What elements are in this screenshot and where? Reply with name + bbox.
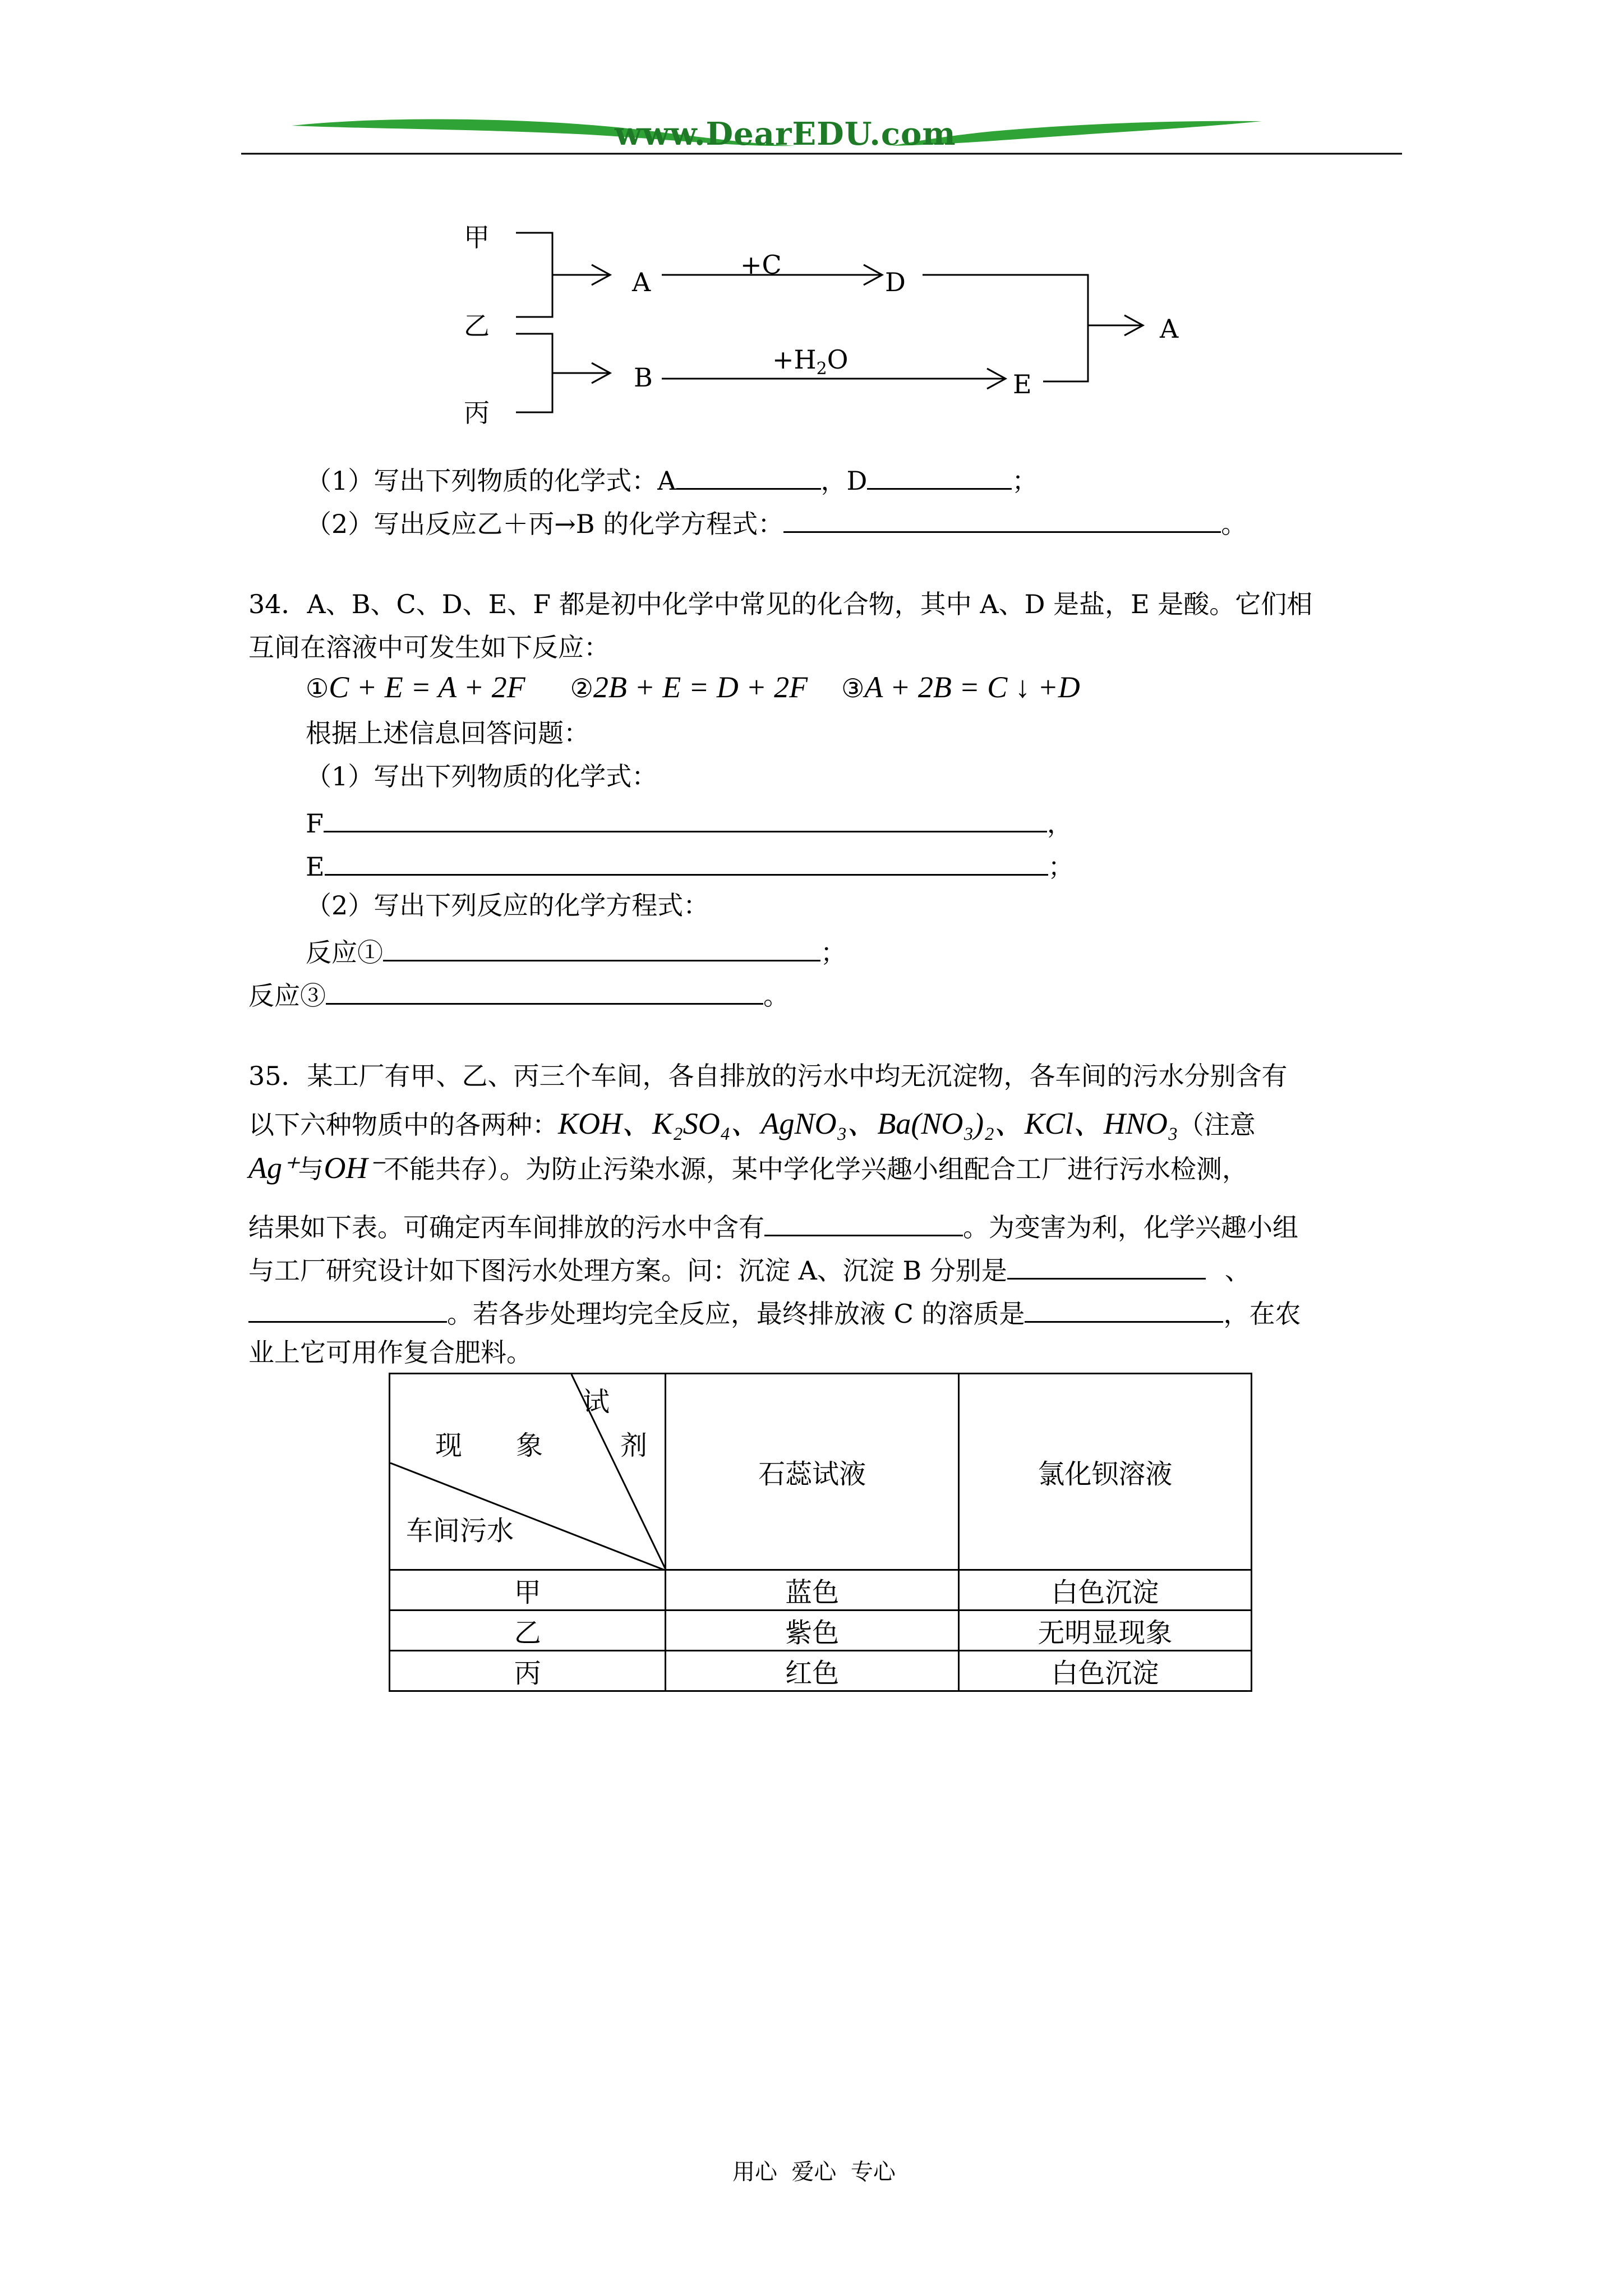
reaction-3-number: ③ bbox=[841, 673, 865, 703]
q34-intro-line2: 互间在溶液中可发生如下反应： bbox=[248, 632, 610, 662]
q34-sub1: （1）写出下列物质的化学式： bbox=[306, 761, 658, 792]
reaction-flow-diagram bbox=[449, 219, 1234, 443]
h2o-prefix: +H bbox=[772, 344, 817, 375]
q34-intro-line1: 34．A、B、C、D、E、F 都是初中化学中常见的化合物，其中 A、D 是盐，E 是酸。它们相 bbox=[248, 589, 1313, 619]
label-D: D bbox=[885, 267, 906, 297]
label-plus-C: +C bbox=[740, 250, 782, 280]
label-B: B bbox=[634, 362, 653, 393]
q35-line5-post: 、 bbox=[1224, 1255, 1251, 1286]
bracket-yi-bing bbox=[516, 334, 552, 412]
reaction-1-number: ① bbox=[306, 673, 329, 703]
q35-line6 bbox=[248, 1296, 1301, 1327]
label-bing: 丙 bbox=[464, 398, 490, 428]
diagonal-corner-cell bbox=[390, 1374, 666, 1570]
q34-E-line bbox=[306, 849, 1074, 880]
q34-F-line bbox=[306, 806, 1073, 839]
answer-blank-solute-C[interactable] bbox=[1025, 1296, 1223, 1323]
label-A: A bbox=[632, 267, 651, 297]
answer-blank-precipitate-A[interactable] bbox=[1007, 1253, 1206, 1280]
table-row bbox=[390, 1651, 1252, 1691]
q34-react3-line bbox=[248, 978, 789, 1009]
results-table bbox=[389, 1373, 1252, 1692]
q35-line6-post: ，在农 bbox=[1223, 1299, 1301, 1329]
q35-line4-post: 。为变害为利，化学兴趣小组 bbox=[963, 1212, 1298, 1243]
label-E-q34: E bbox=[306, 852, 325, 882]
bracket-jia-yi bbox=[516, 233, 552, 317]
row-litmus: 蓝色 bbox=[666, 1570, 958, 1611]
bracket-D-E bbox=[923, 275, 1088, 381]
label-E: E bbox=[1013, 369, 1032, 399]
label-react3: 反应③ bbox=[248, 981, 326, 1011]
corner-reagent-2: 剂 bbox=[620, 1430, 648, 1461]
q34-sub2: （2）写出下列反应的化学方程式： bbox=[306, 890, 709, 921]
reaction-3-equation: A + 2B = C ↓ +D bbox=[864, 670, 1080, 704]
site-logo: www.DearEDU.com bbox=[615, 116, 956, 153]
q35-line6-mid: 。若各步处理均完全反应，最终排放液 C 的溶质是 bbox=[447, 1299, 1025, 1329]
h2o-subscript: 2 bbox=[816, 359, 827, 379]
q35-line5 bbox=[248, 1253, 1251, 1286]
row-litmus: 紫色 bbox=[666, 1611, 958, 1651]
label-react1: 反应① bbox=[306, 937, 383, 968]
h2o-suffix: O bbox=[827, 344, 849, 375]
answer-blank-E[interactable] bbox=[325, 849, 1048, 876]
row-name: 丙 bbox=[390, 1651, 666, 1691]
corner-reagent-1: 试 bbox=[583, 1386, 610, 1418]
row-bacl2: 白色沉淀 bbox=[958, 1570, 1251, 1611]
q35-line5-pre: 与工厂研究设计如下图污水处理方案。问：沉淀 A、沉淀 B 分别是 bbox=[248, 1255, 1007, 1286]
q35-line2-pre: 以下六种物质中的各两种： bbox=[248, 1110, 558, 1140]
q34-prompt: 根据上述信息回答问题： bbox=[306, 718, 589, 748]
q33-sub1-mid: ，D bbox=[820, 466, 868, 496]
label-plus-H2O bbox=[772, 344, 849, 379]
q33-sub2 bbox=[306, 507, 1247, 537]
F-end: ， bbox=[1046, 808, 1073, 839]
q35-line2 bbox=[248, 1099, 1256, 1143]
react3-end: 。 bbox=[763, 981, 789, 1011]
label-A-out: A bbox=[1160, 314, 1179, 344]
corner-phenomenon: 现 象 bbox=[435, 1430, 543, 1461]
q35-chem-list: KOH、K₂SO₄、AgNO₃、Ba(NO₃)₂、KCl、HNO₃ bbox=[558, 1107, 1178, 1140]
q33-sub2-pre: （2）写出反应乙＋丙→B 的化学方程式： bbox=[306, 509, 784, 539]
E-end: ； bbox=[1048, 852, 1074, 882]
reaction-1-equation: C + E = A + 2F bbox=[329, 670, 525, 704]
reaction-2-equation: 2B + E = D + 2F bbox=[593, 670, 808, 704]
ion-oh: OH⁻ bbox=[324, 1151, 384, 1185]
react1-end: ； bbox=[820, 937, 846, 968]
row-name: 甲 bbox=[390, 1570, 666, 1611]
header-bacl2: 氯化钡溶液 bbox=[958, 1374, 1251, 1570]
q33-sub1 bbox=[306, 463, 1038, 494]
q33-sub2-end: 。 bbox=[1221, 509, 1247, 539]
table-row bbox=[390, 1611, 1252, 1651]
q35-line3-post: 不能共存）。为防止污染水源，某中学化学兴趣小组配合工厂进行污水检测， bbox=[384, 1154, 1248, 1184]
q33-sub1-end: ； bbox=[1012, 466, 1038, 496]
corner-workshop: 车间污水 bbox=[406, 1515, 514, 1547]
answer-blank-react1[interactable] bbox=[383, 935, 820, 961]
row-name: 乙 bbox=[390, 1611, 666, 1651]
answer-blank-react3[interactable] bbox=[326, 978, 763, 1005]
answer-blank-D[interactable] bbox=[867, 463, 1012, 490]
answer-blank-bing-content[interactable] bbox=[764, 1210, 963, 1236]
row-bacl2: 无明显现象 bbox=[958, 1611, 1251, 1651]
answer-blank-equation[interactable] bbox=[783, 507, 1221, 533]
header-litmus: 石蕊试液 bbox=[666, 1374, 958, 1570]
ion-ag: Ag⁺ bbox=[248, 1151, 298, 1185]
q35-line2-post: （注意 bbox=[1178, 1110, 1256, 1140]
q35-line7: 业上它可用作复合肥料。 bbox=[248, 1337, 532, 1368]
q34-react1-line bbox=[306, 935, 846, 968]
q35-line1: 35．某工厂有甲、乙、丙三个车间，各自排放的污水中均无沉淀物，各车间的污水分别含有 bbox=[248, 1061, 1288, 1091]
label-F: F bbox=[306, 808, 324, 839]
q34-reactions bbox=[306, 670, 1080, 705]
table-row bbox=[390, 1570, 1252, 1611]
answer-blank-F[interactable] bbox=[324, 806, 1047, 832]
label-jia: 甲 bbox=[464, 222, 490, 252]
row-bacl2: 白色沉淀 bbox=[958, 1651, 1251, 1691]
reaction-2-number: ② bbox=[570, 673, 593, 703]
label-yi: 乙 bbox=[464, 311, 490, 341]
answer-blank-precipitate-B[interactable] bbox=[248, 1296, 447, 1323]
q35-yu: 与 bbox=[298, 1154, 324, 1184]
page-footer: 用心 爱心 专心 bbox=[732, 2159, 896, 2185]
q33-sub1-pre: （1）写出下列物质的化学式：A bbox=[306, 466, 676, 496]
answer-blank-A[interactable] bbox=[676, 463, 821, 490]
table-header-row bbox=[390, 1374, 1252, 1570]
row-litmus: 红色 bbox=[666, 1651, 958, 1691]
q35-line4-pre: 结果如下表。可确定丙车间排放的污水中含有 bbox=[248, 1212, 764, 1243]
q35-line3 bbox=[248, 1150, 1248, 1185]
q35-line4 bbox=[248, 1210, 1298, 1243]
